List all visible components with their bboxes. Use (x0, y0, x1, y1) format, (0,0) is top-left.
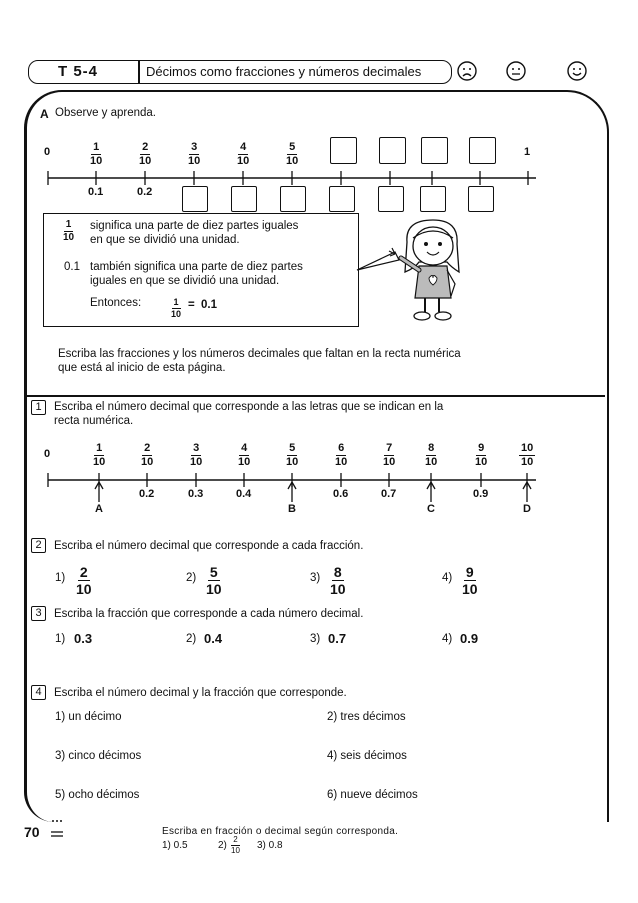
answer-box[interactable] (182, 186, 208, 212)
item-number: 1) (55, 572, 66, 584)
item-fraction: $\frac{5}{10}$ (206, 564, 222, 597)
page-number: 70 (24, 824, 40, 840)
info-text: también significa una parte de diez partes (90, 261, 303, 273)
item-decimal: 0.7 (328, 631, 347, 646)
line-a-fraction: $\frac{2}{10}$ (139, 141, 152, 167)
info-then: Entonces: (90, 297, 142, 309)
section-a-instruction: que está al inicio de esta página. (58, 362, 226, 374)
line-1-decimal: 0.9 (473, 488, 489, 500)
line-1-decimal: 0.7 (381, 488, 397, 500)
lesson-title: Décimos como fracciones y números decimales (146, 64, 422, 79)
item-fraction: $\frac{2}{10}$ (76, 564, 92, 597)
ex4-item: 6) nueve décimos (327, 789, 418, 801)
info-text: iguales en que se dividió una unidad. (90, 275, 280, 287)
answer-box[interactable] (468, 186, 494, 212)
ex4-item: 5) ocho décimos (55, 789, 140, 801)
line-a-fraction: $\frac{1}{10}$ (90, 141, 103, 167)
line-1-fraction: $\frac{1}{10}$ (93, 442, 106, 468)
footer-item: 2) (218, 840, 227, 851)
item-number: 3) (310, 633, 321, 645)
exercise-1-text: recta numérica. (54, 415, 134, 427)
line-1-fraction: $\frac{8}{10}$ (425, 442, 438, 468)
ex4-item: 1) un décimo (55, 711, 122, 723)
info-text: en que se dividió una unidad. (90, 234, 240, 246)
line-1-decimal: 0.2 (139, 488, 155, 500)
item-fraction: $\frac{8}{10}$ (330, 564, 346, 597)
exercise-number: 1 (31, 400, 46, 415)
letter-label: C (427, 503, 435, 515)
answer-box[interactable] (280, 186, 306, 212)
exercise-1-text: Escriba el número decimal que corresponde a las letras que se indican en la (54, 401, 444, 413)
item-fraction: $\frac{9}{10}$ (462, 564, 478, 597)
exercise-3-text: Escriba la fracción que corresponde a cada número decimal. (54, 608, 364, 620)
line-a-fraction: $\frac{3}{10}$ (188, 141, 201, 167)
footer-item: 1) 0.5 (162, 840, 188, 851)
info-fraction: $\frac{1}{10}$ (63, 219, 75, 243)
sad-face-icon[interactable] (456, 60, 478, 82)
answer-box[interactable] (378, 186, 404, 212)
line-a-fraction: $\frac{4}{10}$ (237, 141, 250, 167)
footer-note: Escriba en fracción o decimal según corresponda. (162, 826, 399, 837)
ex4-item: 3) cinco décimos (55, 750, 142, 762)
item-number: 2) (186, 633, 197, 645)
neutral-face-icon[interactable] (505, 60, 527, 82)
exercise-number: 3 (31, 606, 46, 621)
line-1-fraction: $\frac{4}{10}$ (238, 442, 251, 468)
exercise-4-text: Escriba el número decimal y la fracción que corresponde. (54, 687, 347, 699)
answer-box[interactable] (330, 137, 357, 164)
answer-box[interactable] (329, 186, 355, 212)
answer-box[interactable] (469, 137, 496, 164)
item-decimal: 0.9 (460, 631, 479, 646)
line-a-zero: 0 (44, 146, 51, 158)
line-a-fraction: $\frac{5}{10}$ (286, 141, 299, 167)
answer-box[interactable] (420, 186, 446, 212)
line-1-fraction: $\frac{5}{10}$ (286, 442, 299, 468)
section-a-instruction: Escriba las fracciones y los números decimales que faltan en la recta numérica (58, 348, 461, 360)
answer-box[interactable] (421, 137, 448, 164)
item-decimal: 0.4 (204, 631, 223, 646)
item-number: 4) (442, 572, 453, 584)
letter-label: D (523, 503, 531, 515)
info-text: significa una parte de diez partes iguales (90, 220, 299, 232)
answer-box[interactable] (231, 186, 257, 212)
line-1-fraction: $\frac{10}{10}$ (521, 442, 534, 468)
line-1-fraction: $\frac{6}{10}$ (335, 442, 348, 468)
line-1-fraction: $\frac{2}{10}$ (141, 442, 154, 468)
info-result: 0.1 (201, 299, 217, 311)
item-number: 1) (55, 633, 66, 645)
section-a-title: Observe y aprenda. (55, 107, 157, 119)
item-number: 4) (442, 633, 453, 645)
footer-marker-icon (50, 818, 64, 840)
info-number: 0.1 (64, 261, 80, 273)
girl-illustration (355, 212, 475, 327)
line-a-decimal: 0.2 (137, 186, 153, 198)
exercise-number: 2 (31, 538, 46, 553)
info-eq: = (188, 299, 195, 311)
footer-fraction: $\frac{2}{10}$ (231, 835, 240, 855)
section-a-label: A (40, 107, 49, 121)
number-line-a (40, 168, 540, 188)
footer-item: 3) 0.8 (257, 840, 283, 851)
line-1-decimal: 0.3 (188, 488, 204, 500)
section-divider (25, 395, 605, 397)
ex4-item: 2) tres décimos (327, 711, 406, 723)
line-1-fraction: $\frac{9}{10}$ (475, 442, 488, 468)
line-a-one: 1 (524, 146, 531, 158)
exercise-number: 4 (31, 685, 46, 700)
header-divider (138, 60, 140, 84)
line-1-fraction: $\frac{3}{10}$ (190, 442, 203, 468)
item-decimal: 0.3 (74, 631, 93, 646)
item-number: 3) (310, 572, 321, 584)
letter-label: A (95, 503, 103, 515)
line-1-decimal: 0.4 (236, 488, 252, 500)
line-a-decimal: 0.1 (88, 186, 104, 198)
exercise-2-text: Escriba el número decimal que corresponde a cada fracción. (54, 540, 364, 552)
info-result-fraction: $\frac{1}{10}$ (171, 297, 182, 319)
line-1-zero: 0 (44, 448, 51, 460)
letter-label: B (288, 503, 296, 515)
answer-box[interactable] (379, 137, 406, 164)
line-1-fraction: $\frac{7}{10}$ (383, 442, 396, 468)
line-1-decimal: 0.6 (333, 488, 349, 500)
lesson-code: T 5-4 (58, 63, 99, 80)
ex4-item: 4) seis décimos (327, 750, 407, 762)
item-number: 2) (186, 572, 197, 584)
happy-face-icon[interactable] (566, 60, 588, 82)
